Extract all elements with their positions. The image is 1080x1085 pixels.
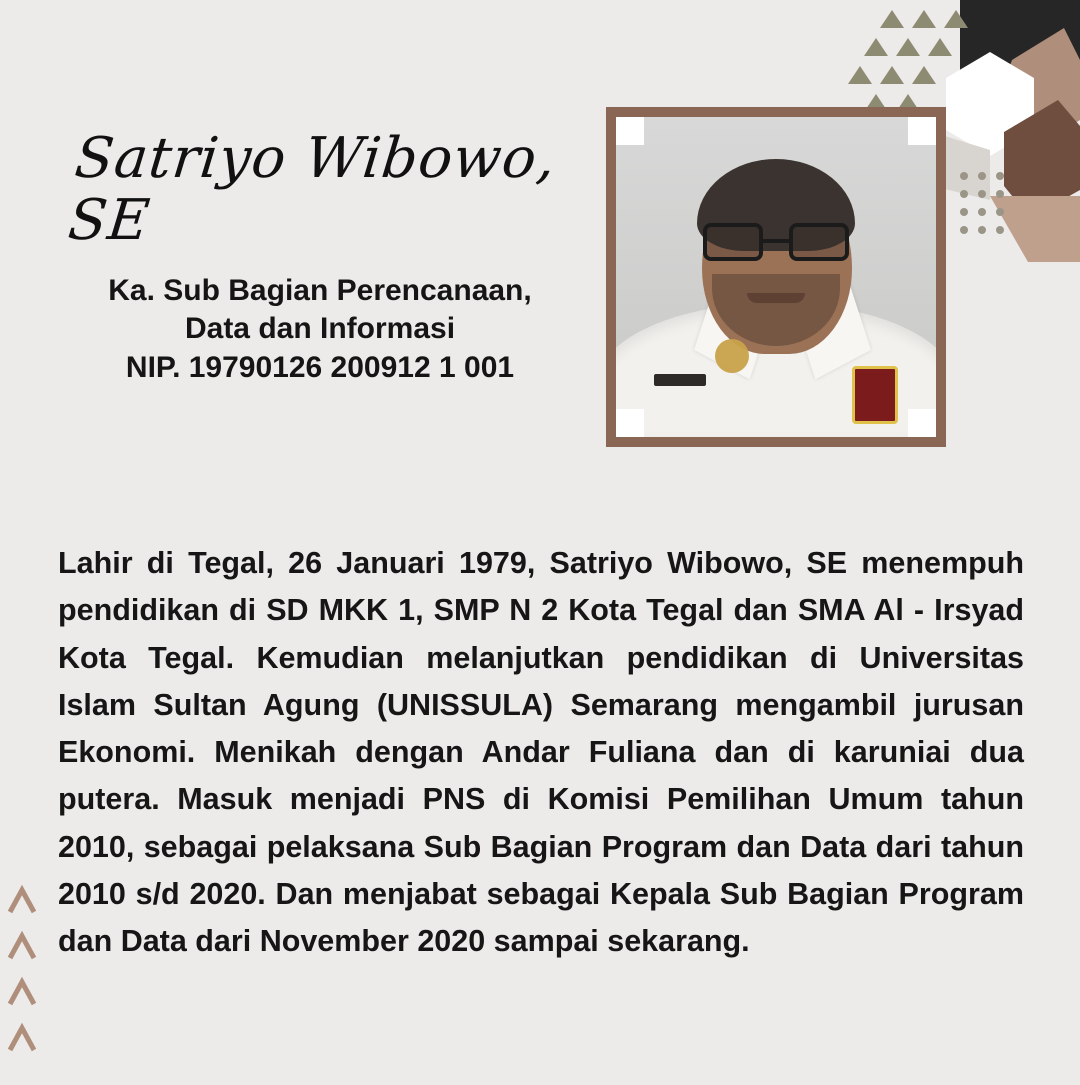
uniform-emblem-icon	[715, 339, 749, 373]
biography-paragraph: Lahir di Tegal, 26 Januari 1979, Satriyo Wibowo, SE menempuh pendidikan di SD MKK 1, SMP N 2 Kota Tegal dan SMA Al - Irsyad Kota Tegal. Kemudian melanjutkan pendidikan di Universitas Islam Sultan Agung (UNISSULA) Semarang mengambil jurusan Ekonomi. Menikah dengan Andar Fuliana dan di karuniai dua putera. Masuk menjadi PNS di Komisi Pemilihan Umum tahun 2010, sebagai pelaksana Sub Bagian Program dan Data dari tahun 2010 s/d 2020. Dan menjabat sebagai Kepala Sub Bagian Program dan Data dari November 2020 sampai sekarang.	[58, 546, 1024, 959]
glasses-icon	[703, 223, 849, 261]
position-title-block	[40, 272, 600, 387]
frame-corner-top-left	[616, 117, 644, 145]
person-name: Satriyo Wibowo, SE	[65, 126, 560, 253]
frame-corner-top-right	[908, 117, 936, 145]
portrait-photo	[616, 117, 936, 437]
frame-corner-bottom-right	[908, 409, 936, 437]
uniform-badge-icon	[852, 366, 898, 424]
position-line-2: Data dan Informasi	[184, 312, 456, 346]
portrait-photo-frame	[606, 107, 946, 447]
portrait-illustration	[616, 117, 936, 437]
decorative-chevrons-bottom-left	[6, 880, 46, 1080]
nip-line: NIP. 19790126 200912 1 001	[125, 350, 515, 384]
position-line-1: Ka. Sub Bagian Perencanaan,	[108, 274, 532, 307]
frame-corner-bottom-left	[616, 409, 644, 437]
